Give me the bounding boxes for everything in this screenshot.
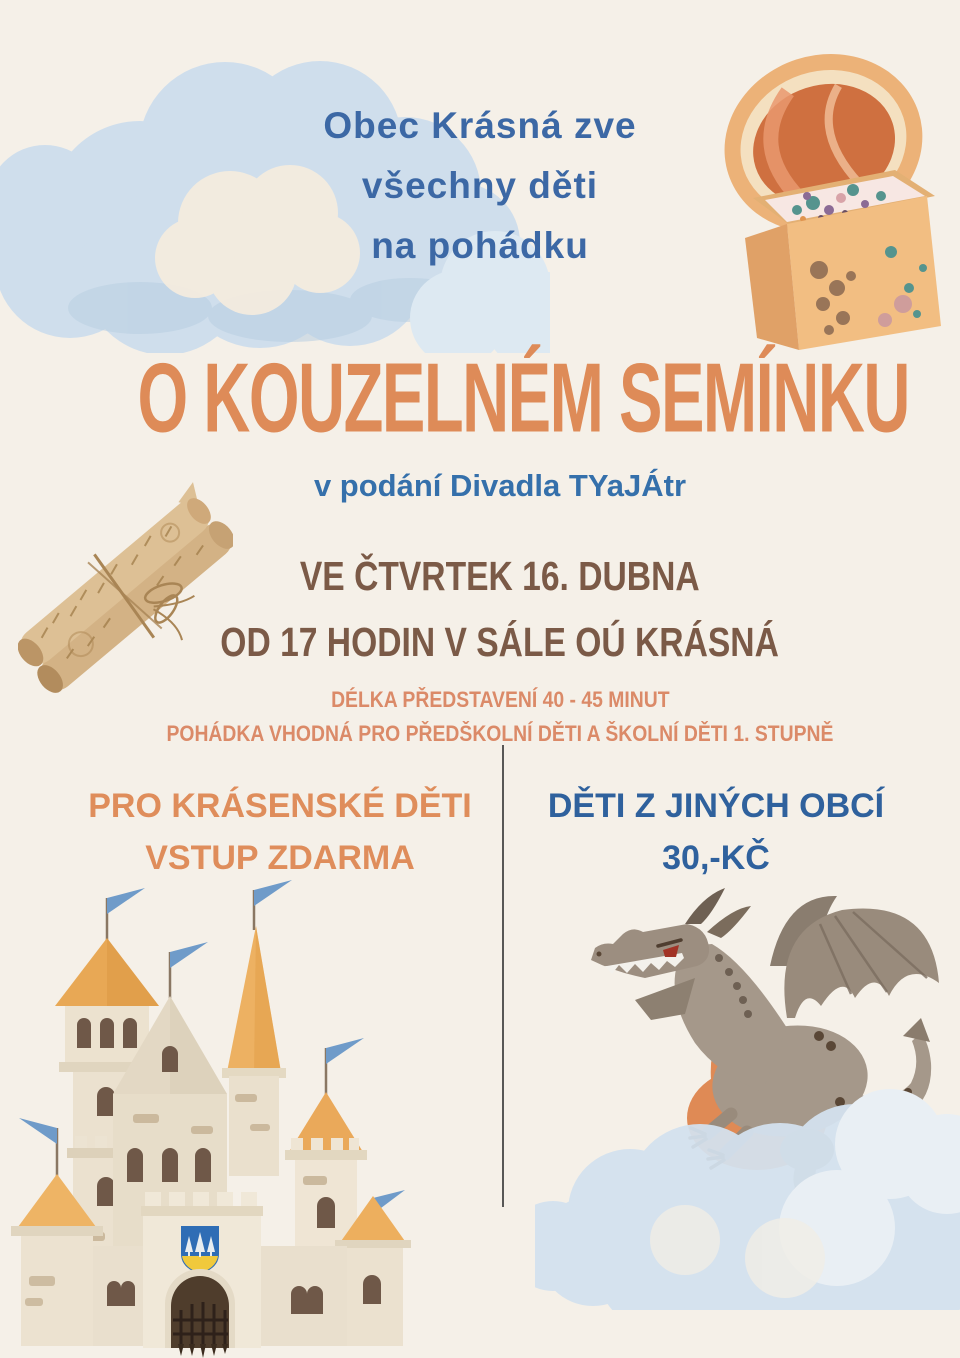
subtitle: v podání Divadla TYaJÁtr <box>313 468 687 503</box>
event-datetime <box>40 548 960 680</box>
invitation-text <box>0 96 960 276</box>
event-date-line: VE ČTVRTEK 16. DUBNA <box>300 553 700 599</box>
dragon-illustration <box>535 866 960 1310</box>
invitation-line-2: všechny děti <box>361 165 599 206</box>
invitation-line-1: Obec Krásná zve <box>323 105 637 146</box>
pricing-other-line-1: DĚTI Z JINÝCH OBCÍ <box>547 787 885 825</box>
event-details <box>40 684 960 752</box>
pricing-other-line-2: 30,-KČ <box>662 839 770 877</box>
poster-title-text: O KOUZELNÉM SEMÍNKU <box>137 342 909 453</box>
event-place-line: OD 17 HODIN V SÁLE OÚ KRÁSNÁ <box>220 619 780 665</box>
castle-illustration <box>0 876 415 1358</box>
poster-title <box>2 341 922 453</box>
pricing-local-children <box>40 780 520 884</box>
invitation-line-3: na pohádku <box>371 225 589 266</box>
pricing-local-line-1: PRO KRÁSENSKÉ DĚTI <box>88 787 472 825</box>
pricing-other-children <box>520 780 912 884</box>
pricing-local-line-2: VSTUP ZDARMA <box>145 839 415 877</box>
details-audience-line: POHÁDKA VHODNÁ PRO PŘEDŠKOLNÍ DĚTI A ŠKOLNÍ DĚTI 1. STUPNĚ <box>166 721 834 746</box>
details-duration-line: DÉLKA PŘEDSTAVENÍ 40 - 45 MINUT <box>330 687 670 712</box>
